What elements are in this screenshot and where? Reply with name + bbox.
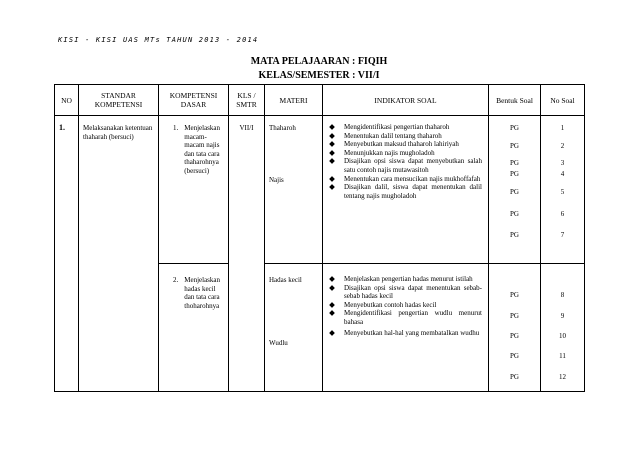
materi-item: Hadas kecil bbox=[269, 276, 302, 284]
standar-kompetensi: Melaksanakan ketentuan thaharah (bersuci) bbox=[79, 116, 159, 392]
bentuk-soal: PG bbox=[510, 124, 519, 132]
table-row bbox=[55, 116, 585, 264]
indikator-item: Disajikan opsi siswa dapat menentukan sebab-sebab hadas kecil bbox=[327, 284, 482, 301]
document-header: KISI - KISI UAS MTs TAHUN 2013 - 2014 bbox=[58, 36, 259, 44]
materi-item: Thaharoh bbox=[269, 124, 296, 132]
materi-cell bbox=[265, 264, 323, 392]
nomor-soal: 6 bbox=[560, 210, 565, 218]
col-no: NO bbox=[55, 85, 79, 116]
bentuk-soal: PG bbox=[510, 188, 519, 196]
indikator-cell bbox=[323, 116, 489, 264]
nomor-soal: 12 bbox=[559, 373, 566, 381]
col-standar: STANDAR KOMPETENSI bbox=[79, 85, 159, 116]
nomor-soal: 9 bbox=[560, 312, 565, 320]
col-materi: MATERI bbox=[265, 85, 323, 116]
bentuk-soal: PG bbox=[510, 352, 519, 360]
col-kompetensi: KOMPETENSI DASAR bbox=[159, 85, 229, 116]
subject-title: MATA PELAJAARAN : FIQIH bbox=[250, 56, 388, 67]
materi-item: Najis bbox=[269, 175, 284, 184]
nomor-soal: 3 bbox=[560, 159, 565, 167]
bentuk-soal: PG bbox=[510, 159, 519, 167]
bentuk-soal-cell bbox=[489, 116, 541, 264]
row-number: 1. bbox=[55, 116, 79, 392]
nomor-soal: 8 bbox=[560, 291, 565, 299]
bentuk-soal: PG bbox=[510, 373, 519, 381]
nomor-soal: 4 bbox=[560, 170, 565, 178]
indikator-item: Menjelaskan pengertian hadas menurut istilah bbox=[327, 275, 482, 284]
bentuk-soal: PG bbox=[510, 142, 519, 150]
bentuk-soal: PG bbox=[510, 291, 519, 299]
nomor-soal: 10 bbox=[559, 332, 566, 340]
indikator-item: Mengidentifikasi pengertian wudlu menurut bahasa bbox=[327, 309, 482, 326]
nomor-soal: 2 bbox=[560, 142, 565, 150]
nomor-soal: 1 bbox=[560, 124, 565, 132]
kd-number: 1. bbox=[173, 124, 179, 132]
bentuk-soal: PG bbox=[510, 312, 519, 320]
bentuk-soal: PG bbox=[510, 210, 519, 218]
indikator-item: Menyebutkan hal-hal yang membatalkan wudhu bbox=[327, 329, 482, 338]
col-indikator: INDIKATOR SOAL bbox=[323, 85, 489, 116]
bentuk-soal: PG bbox=[510, 332, 519, 340]
bentuk-soal: PG bbox=[510, 170, 519, 178]
indikator-cell bbox=[323, 264, 489, 392]
kisi-kisi-table bbox=[54, 84, 585, 392]
materi-cell bbox=[265, 116, 323, 264]
bentuk-soal: PG bbox=[510, 231, 519, 239]
table-header-row bbox=[55, 85, 585, 116]
bentuk-soal-cell bbox=[489, 264, 541, 392]
indikator-item: Disajikan opsi siswa dapat menyebutkan salah satu contoh najis mutawasitoh bbox=[327, 157, 482, 174]
indikator-item: Menentukan cara mensucikan najis mukhoffafah bbox=[327, 175, 482, 184]
kd-text: Menjelaskan hadas kecil dan tata cara thoharohnya bbox=[184, 276, 221, 310]
col-bentuk: Bentuk Soal bbox=[489, 85, 541, 116]
kd-text: Menjelaskan macam-macam najis dan tata cara thaharohnya (bersuci) bbox=[184, 124, 221, 175]
nomor-soal: 11 bbox=[559, 352, 566, 360]
kompetensi-dasar bbox=[159, 116, 229, 264]
col-kls: KLS / SMTR bbox=[229, 85, 265, 116]
nomor-soal: 7 bbox=[560, 231, 565, 239]
class-semester-title: KELAS/SEMESTER : VII/I bbox=[258, 70, 380, 81]
materi-item: Wudlu bbox=[269, 338, 288, 347]
kls-smtr: VII/I bbox=[229, 116, 265, 392]
kd-number: 2. bbox=[173, 276, 179, 284]
col-nosoal: No Soal bbox=[541, 85, 585, 116]
kompetensi-dasar bbox=[159, 264, 229, 392]
indikator-item: Mengidentifikasi pengertian thaharoh bbox=[327, 123, 482, 132]
nomor-soal-cell bbox=[541, 116, 585, 264]
indikator-item: Disajikan dalil, siswa dapat menentukan dalil tentang najis mugholadoh bbox=[327, 183, 482, 200]
nomor-soal-cell bbox=[541, 264, 585, 392]
nomor-soal: 5 bbox=[560, 188, 565, 196]
indikator-item: Menyebutkan maksud thaharoh lahiriyah bbox=[327, 140, 482, 149]
indikator-item: Menunjukkan najis mugholadoh bbox=[327, 149, 482, 158]
indikator-item: Menyebutkan contoh hadas kecil bbox=[327, 301, 482, 310]
indikator-item: Menentukan dalil tentang thaharoh bbox=[327, 132, 482, 141]
